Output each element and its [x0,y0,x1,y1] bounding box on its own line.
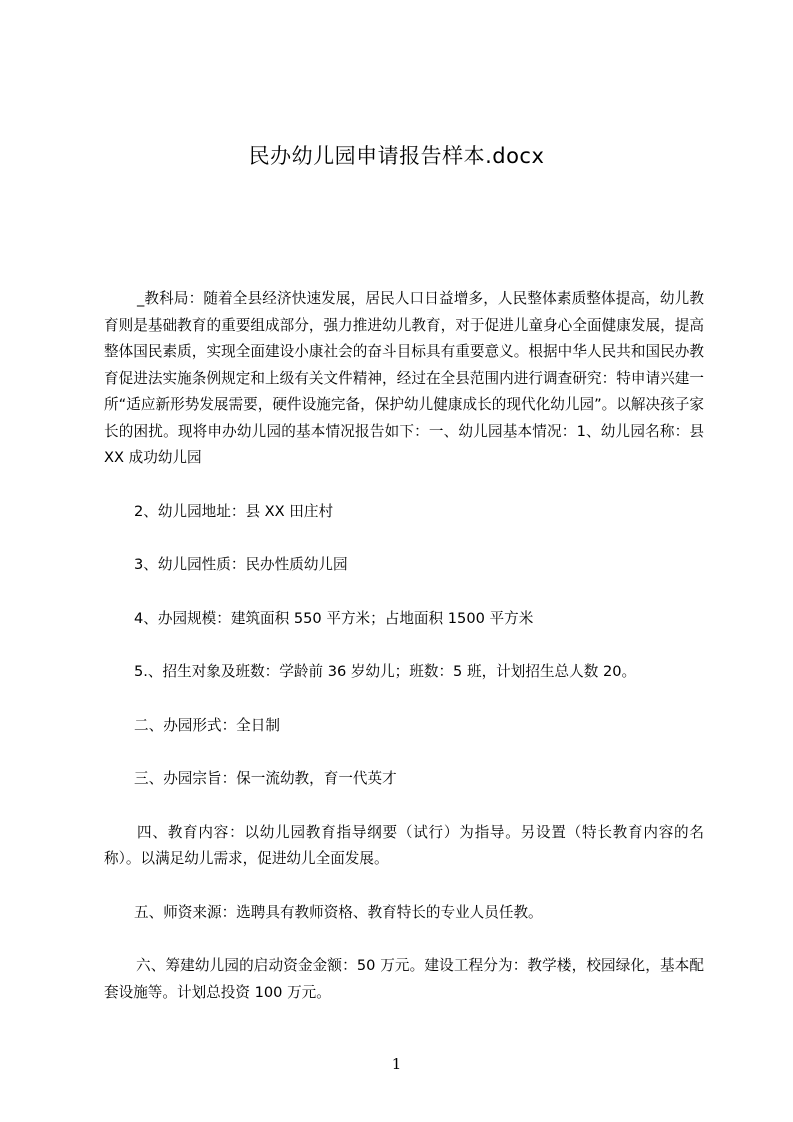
paragraph-purpose: 三、办园宗旨：保一流幼教，育一代英才 [134,770,397,787]
paragraph-content: 四、教育内容：以幼儿园教育指导纲要（试行）为指导。另设置（特长教育内容的名称）。以满足幼儿需求，促进幼儿全面发展。 [104,823,704,867]
paragraph-teachers: 五、师资来源：选聘具有教师资格、教育特长的专业人员任教。 [134,903,543,921]
paragraph-enrollment: 5.、招生对象及班数：学龄前 36 岁幼儿；班数：5 班，计划招生总人数 20。 [134,663,637,680]
document-body [104,286,704,1006]
paragraph-intro: _教科局：随着全县经济快速发展，居民人口日益增多，人民整体素质整体提高，幼儿教育则是基础教育的重要组成部分，强力推进幼儿教育，对于促进儿童身心全面健康发展，提高整体国民素质，实现全面建设小康社会的奋斗目标具有重要意义。根据中华人民共和国民办教育促进法实施条例规定和上级有关文件精神，经过在全县范围内进行调查研究：特申请兴建一所“适应新形势发展需要，硬件设施完备，保护幼儿健康成长的现代化幼儿园”。以解决孩子家长的困扰。现将申办幼儿园的基本情况报告如下：一、幼儿园基本情况：1、幼儿园名称：县 XX 成功幼儿园 [104,290,704,466]
document-title: 民办幼儿园申请报告样本.docx [248,144,545,168]
paragraph-address: 2、幼儿园地址：县 XX 田庄村 [134,502,334,520]
paragraph-nature: 3、幼儿园性质：民办性质幼儿园 [134,556,348,573]
paragraph-scale: 4、办园规模：建筑面积 550 平方米；占地面积 1500 平方米 [134,609,534,627]
paragraph-funding: 六、筹建幼儿园的启动资金金额：50 万元。建设工程分为：教学楼，校园绿化，基本配套设施等。计划总投资 100 万元。 [104,957,704,1001]
paragraph-form: 二、办园形式：全日制 [134,716,280,734]
page-number: 1 [391,1055,402,1073]
